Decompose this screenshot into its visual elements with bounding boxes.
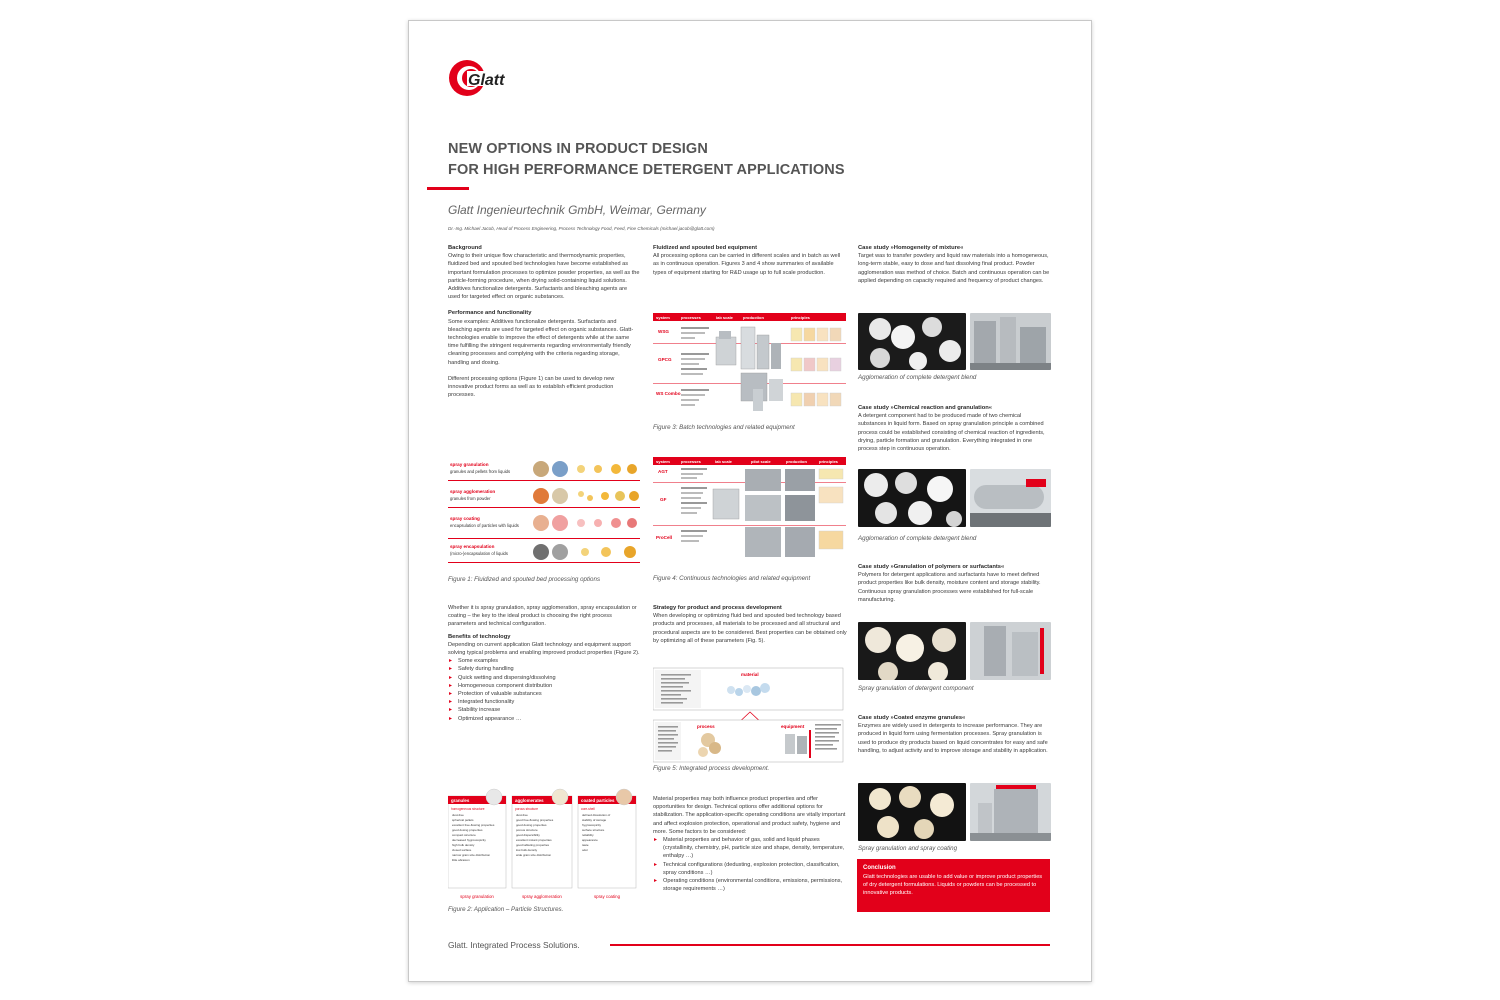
agglomerate-photo: [858, 313, 966, 370]
fig2-item: surface structure: [582, 828, 605, 832]
fig2-item: porous structure: [516, 828, 538, 832]
benefits-section: [448, 604, 640, 723]
fig1-row: [448, 544, 640, 563]
fig2-column: [448, 789, 506, 899]
granulate-photo: [858, 622, 966, 680]
fig4-system: GF: [660, 497, 667, 502]
case-study-caption: Spray granulation of detergent component: [858, 685, 974, 692]
case-study-title: Case study »Granulation of polymers or surfactants«: [858, 564, 1005, 570]
title-accent-bar: [427, 187, 469, 190]
paragraph: Enzymes are widely used in detergents to increase performance. They are produced in liquid form using fermentation processes. Spray granulation is used to produce dry products based on liquid concentrates for easy and safe handling, to adjust activity and to improve storage and stability in application.: [858, 723, 1048, 754]
benefits-list: [448, 657, 640, 723]
fig2-item: excellent free-flowing properties: [452, 823, 495, 827]
fig4-header: lab scale: [715, 459, 732, 464]
plant-photo: [970, 313, 1051, 370]
paragraph: All processing options can be carried in different scales and in batch as well as in continuous operation. Figures 3 and 4 show summaries of available types of equipment starting for R&D usage up to full scale production.: [653, 253, 841, 276]
fig2-item: compact structure: [452, 833, 476, 837]
list-item: ▸ Quick wetting and dispersing/dissolving: [458, 674, 640, 682]
figure-4-continuous-technologies: [653, 457, 846, 560]
section-heading: Background: [448, 245, 482, 251]
fig2-item: decreased hygroscopicity: [452, 838, 486, 842]
case-study-caption: Agglomeration of complete detergent blend: [858, 374, 977, 381]
fig3-system: GPCG: [658, 357, 672, 362]
fig2-column-label: spray coating: [593, 894, 621, 899]
fig2-item: little abrasion: [452, 858, 470, 862]
logo-text: Glatt: [468, 72, 505, 89]
figure-5-integrated-process: [653, 666, 847, 764]
paragraph: Additives functionalize detergents. Surfactants and bleaching agents are used for targeted effect on organic substances.: [448, 286, 628, 301]
fig2-column-sub: porous structure: [515, 807, 539, 811]
figure-4-caption: Figure 4: Continuous technologies and related equipment: [653, 575, 811, 582]
fig1-row: [448, 515, 640, 539]
list-item: ▸ Stability increase: [458, 706, 640, 714]
paragraph: Material properties may both influence product properties and offer opportunities for design. Technical options offer additional options for stabilization. The application-specific operating conditions are vitally important and affect explosion protection, operational and product safety, hygiene and more. Some factors to be considered:: [653, 796, 846, 835]
fig2-column: [512, 789, 572, 899]
strategy-section: [653, 604, 847, 645]
fig2-column-head: coated particles: [581, 798, 615, 803]
background-section: [448, 244, 640, 399]
list-item: ▸ Technical configurations (dedusting, explosion protection, classification, spray conditions …): [663, 861, 847, 877]
glatt-logo-icon: [447, 58, 527, 98]
fig2-item: taste: [582, 843, 589, 847]
figure-5-caption: Figure 5: Integrated process development.: [653, 765, 770, 772]
fig2-item: high bulk density: [452, 843, 475, 847]
fig2-item: reliability: [582, 833, 594, 837]
fig5-process-label: process: [697, 724, 715, 729]
fig2-column-head: granules: [451, 798, 470, 803]
fig2-item: low bulk density: [516, 848, 538, 852]
figure-1-caption: Figure 1: Fluidized and spouted bed processing options: [448, 576, 601, 583]
fig5-equipment-label: equipment: [781, 724, 805, 729]
paragraph: When developing or optimizing fluid bed and spouted bed technology based products and processes, all materials to be processed and all structural and procedural aspects are to be considered. Best properties can be obtained only by optimizing all of these parameters (Fig. 5).: [653, 613, 847, 644]
tank-photo: [970, 469, 1051, 527]
list-item: ▸ Homogeneous component distribution: [458, 682, 640, 690]
fig3-header: principles: [791, 315, 810, 320]
fig4-header: principles: [819, 459, 838, 464]
fig1-row-desc: granules from powder: [450, 496, 491, 501]
fig2-item: good free-flowing properties: [516, 818, 554, 822]
section-heading: Fluidized and spouted bed equipment: [653, 245, 758, 251]
factors-list: [653, 836, 847, 893]
fig2-item: excellent instant properties: [516, 838, 552, 842]
fig2-column-sub: homogeneous structure: [451, 807, 485, 811]
title-line: FOR HIGH PERFORMANCE DETERGENT APPLICATIONS: [448, 162, 845, 178]
fig1-row-desc: encapsulation of particles with liquids: [450, 523, 519, 528]
material-properties-section: [653, 795, 847, 893]
fig2-item: narrow grain size distribution: [452, 853, 491, 857]
poster-title: [448, 139, 1008, 181]
fig3-system: WS Combo: [656, 391, 681, 396]
authors-line: Dr.-Ing. Michael Jacob, Head of Process Engineering, Process Technology Food, Feed, Fine Chemicals (michael.jacob@glatt.com): [448, 226, 715, 231]
fig2-item: dust-free: [452, 813, 464, 817]
section-heading: Performance and functionality: [448, 310, 532, 317]
list-item: ▸ Integrated functionality: [458, 698, 640, 706]
fig5-material-label: material: [741, 672, 759, 677]
fig2-column-label: spray agglomeration: [522, 894, 562, 899]
figure-2-caption: Figure 2: Application – Particle Structures.: [448, 906, 564, 913]
fig4-system: AGT: [658, 469, 668, 474]
fig4-header: processes: [681, 459, 701, 464]
paragraph: Whether it is spray granulation, spray agglomeration, spray encapsulation or coating – the key to the ideal product is choosing the right process parameters and technical configuration.: [448, 605, 637, 628]
figure-3-caption: Figure 3: Batch technologies and related equipment: [653, 424, 795, 431]
list-item: ▸ Material properties and behavior of gas, solid and liquid phases (crystallinity, chemistry, pH, particle size and shape, density, temperature, enthalpy …): [663, 836, 847, 861]
figure-1-processing-options: [448, 458, 640, 566]
fig1-row-desc: granules and pellets from liquids: [450, 469, 511, 474]
company-name: Glatt Ingenieurtechnik GmbH, Weimar, Germany: [448, 203, 706, 217]
footer-tagline: Glatt. Integrated Process Solutions.: [448, 940, 580, 950]
fig2-column: [578, 789, 636, 899]
case-study-caption: Agglomeration of complete detergent blend: [858, 535, 977, 542]
fig2-item: dust-free: [516, 813, 528, 817]
paragraph: Some examples: Additives functionalize detergents. Surfactants and bleaching agents are used for targeted effect on organic substances. Glatt-technologies enable to improve the effect of detergents while at the same time fulfilling the stringent requirements regarding environmentally friendly cleaning processes and complying with the criteria regarding storage, handling and dosing.: [448, 318, 634, 366]
fig3-header: production: [743, 315, 764, 320]
section-heading: Benefits of technology: [448, 633, 511, 640]
fig2-item: stability of storage: [582, 818, 607, 822]
list-item: ▸ Operating conditions (environmental conditions, emissions, permissions, storage requirements …): [663, 877, 847, 893]
fig1-row: [448, 461, 640, 481]
paragraph: A detergent component had to be produced made of two chemical substances in liquid form. Based on spray granulation principle a combined process could be established consisting of chemical reaction of ingredients, drying, particle formation and granulation. Everything integrated in one process step in continuous operation.: [858, 413, 1045, 453]
case-study-title: Case study »Chemical reaction and granulation«: [858, 405, 993, 411]
fig2-item: odor: [582, 848, 589, 852]
conclusion-box: [857, 859, 1050, 912]
fig3-header: system: [656, 315, 670, 320]
fig1-row-desc: (micro-)encapsulation of liquids: [450, 551, 508, 556]
figure-2-particle-structures: [448, 788, 638, 902]
figure-3-batch-technologies: [653, 313, 846, 416]
case-study-caption: Spray granulation and spray coating: [858, 845, 958, 852]
fig2-column-label: spray granulation: [460, 894, 494, 899]
fig2-item: spherical pellets: [452, 818, 474, 822]
footer-accent-line: [610, 944, 1050, 946]
granule-photo: [858, 469, 966, 527]
conclusion-title: Conclusion: [863, 865, 896, 871]
fig4-system: ProCell: [656, 535, 673, 540]
enzyme-granule-photo: [858, 783, 966, 841]
fig1-row-title: spray agglomeration: [450, 489, 496, 494]
fig2-item: appearance: [582, 838, 598, 842]
fig4-header: system: [656, 459, 670, 464]
equipment-section: [653, 244, 845, 277]
case-study: [858, 714, 1051, 755]
title-line: NEW OPTIONS IN PRODUCT DESIGN: [448, 141, 708, 157]
fig2-item: good tableting properties: [516, 843, 550, 847]
fig2-column-head: agglomerates: [515, 798, 544, 803]
fig2-item: good dosing properties: [452, 828, 483, 832]
fig1-row-title: spray coating: [450, 516, 480, 521]
paragraph: Depending on current application Glatt technology and equipment support solving typical problems and enabling improved product properties (Figure 2).: [448, 641, 640, 657]
fig2-item: good dosing properties: [516, 823, 547, 827]
fig2-item: defined dissolution of: [582, 813, 611, 817]
list-item: ▸ Some examples: [458, 657, 640, 665]
paragraph: Owing to their unique flow characteristic and thermodynamic properties, fluidized bed and spouted bed technologies have become established as important formulation processes to optimize powder properties, as well as the particle-forming procedure, when drying solid-containing liquid solutions.: [448, 253, 640, 284]
conclusion-text: Glatt technologies are usable to add value or improve product properties of dry detergent formulations. Liquids or powders can be processed to innovative products.: [863, 874, 1043, 896]
production-tower-photo: [970, 783, 1051, 841]
case-study: [858, 563, 1051, 604]
fig1-row-title: spray granulation: [450, 462, 489, 467]
paragraph: Different processing options (Figure 1) can be used to develop new innovative product forms as well as to establish efficient production processes.: [448, 375, 615, 399]
fig2-item: good dispersibility: [516, 833, 540, 837]
fig2-item: wide grain size distribution: [516, 853, 552, 857]
fig2-item: hygroscopicity: [582, 823, 602, 827]
case-study: [858, 404, 1051, 453]
fig2-column-sub: core-shell: [581, 807, 595, 811]
list-item: ▸ Optimized appearance …: [458, 715, 640, 723]
section-heading: Strategy for product and process development: [653, 605, 782, 611]
fig1-row-title: spray encapsulation: [450, 544, 495, 549]
fig3-header: lab scale: [716, 315, 733, 320]
case-study-title: Case study »Homogeneity of mixture«: [858, 245, 964, 251]
list-item: ▸ Protection of valuable substances: [458, 690, 640, 698]
granulator-photo: [970, 622, 1051, 680]
fig3-header: processes: [681, 315, 701, 320]
paragraph: Polymers for detergent applications and surfactants have to meet defined product properties like bulk density, moisture content and storage stability. Continuous spray granulation processes were established for full-scale manufacturing.: [858, 572, 1041, 603]
fig4-header: pilot scale: [751, 459, 771, 464]
paragraph: Target was to transfer powdery and liquid raw materials into a homogeneous, long-term stable, easy to dose and fast dissolving final product. Powder agglomeration was method of choice. Batch and continuous operation can be applied depending on capacity required and frequency of product changes.: [858, 253, 1050, 284]
fig1-row: [448, 488, 640, 508]
case-study: [858, 244, 1051, 285]
fig3-system: WSG: [658, 329, 669, 334]
fig2-item: closed surface: [452, 848, 472, 852]
fig4-header: production: [786, 459, 807, 464]
list-item: ▸ Safety during handling: [458, 665, 640, 673]
case-study-title: Case study »Coated enzyme granules«: [858, 715, 966, 721]
